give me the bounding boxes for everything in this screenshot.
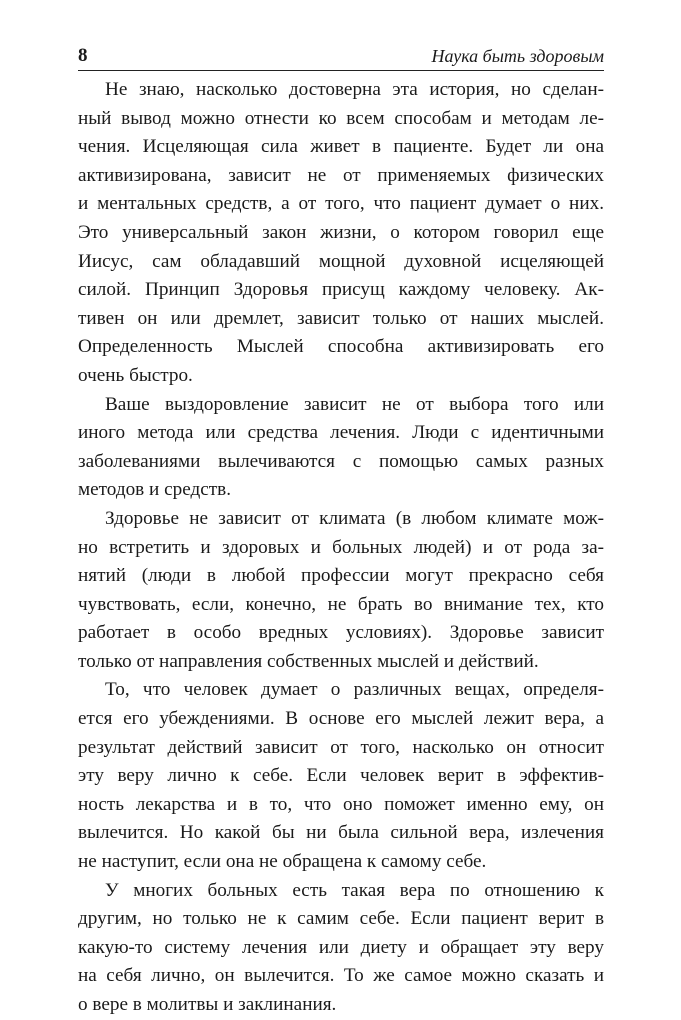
text-line: но встретить и здоровых и больных людей) и от рода за-	[78, 536, 604, 558]
text-line: только от направления собственных мыслей и действий.	[78, 650, 539, 672]
text-line: не наступит, если она не обращена к самому себе.	[78, 851, 487, 873]
text-line: вылечится. Но какой бы ни была сильной вера, излечения	[78, 822, 604, 844]
text-line: Это универсальный закон жизни, о котором говорил еще	[78, 221, 604, 243]
paragraph	[78, 676, 604, 876]
text-line: У многих больных есть такая вера по отношению к	[105, 879, 604, 901]
page-number: 8	[78, 45, 88, 66]
text-line: чения. Исцеляющая сила живет в пациенте. Будет ли она	[78, 136, 604, 158]
text-line: Иисус, сам обладавший мощной духовной исцеляющей	[78, 250, 604, 272]
text-line: ность лекарства и в то, что оно поможет именно ему, он	[78, 793, 604, 815]
text-line: активизирована, зависит не от применяемых физических	[78, 164, 604, 186]
paragraph	[78, 505, 604, 677]
text-line: Не знаю, насколько достоверна эта история, но сделан-	[105, 79, 604, 100]
text-line: какую-то систему лечения или диету и обращает эту веру	[78, 936, 604, 958]
paragraph	[78, 877, 604, 1020]
text-line: тивен он или дремлет, зависит только от наших мыслей.	[78, 307, 604, 329]
text-line: силой. Принцип Здоровья присущ каждому человеку. Ак-	[78, 279, 604, 301]
text-line: эту веру лично к себе. Если человек верит в эффектив-	[78, 765, 604, 787]
paragraph	[78, 391, 604, 505]
text-line: ный вывод можно отнести ко всем способам и методам ле-	[78, 107, 604, 129]
text-line: другим, но только не к самим себе. Если пациент верит в	[78, 908, 604, 930]
running-header	[78, 38, 604, 71]
body-text	[78, 76, 604, 1020]
text-line: и ментальных средств, а от того, что пациент думает о них.	[78, 193, 604, 215]
book-title: Наука быть здоровым	[431, 46, 604, 66]
text-line: результат действий зависит от того, насколько он относит	[78, 736, 604, 758]
text-line: ется его убеждениями. В основе его мыслей лежит вера, а	[78, 708, 604, 730]
paragraph	[78, 76, 604, 391]
text-line: методов и средств.	[78, 479, 232, 501]
text-line: То, что человек думает о различных вещах, определя-	[105, 679, 604, 701]
text-line: Здоровье не зависит от климата (в любом климате мож-	[105, 507, 604, 529]
text-line: иного метода или средства лечения. Люди с идентичными	[78, 422, 604, 444]
text-line: очень быстро.	[78, 364, 193, 386]
text-line: нятий (люди в любой профессии могут прекрасно себя	[78, 565, 604, 587]
text-line: работает в особо вредных условиях). Здоровье зависит	[78, 622, 604, 644]
text-line: на себя лично, он вылечится. То же самое можно сказать и	[78, 965, 604, 987]
text-line: чувствовать, если, конечно, не брать во внимание тех, кто	[78, 593, 604, 615]
text-line: заболеваниями вылечиваются с помощью самых разных	[78, 450, 604, 472]
text-line: Определенность Мыслей способна активизировать его	[78, 336, 604, 358]
text-line: Ваше выздоровление зависит не от выбора того или	[105, 393, 604, 415]
text-line: о вере в молитвы и заклинания.	[78, 994, 337, 1015]
